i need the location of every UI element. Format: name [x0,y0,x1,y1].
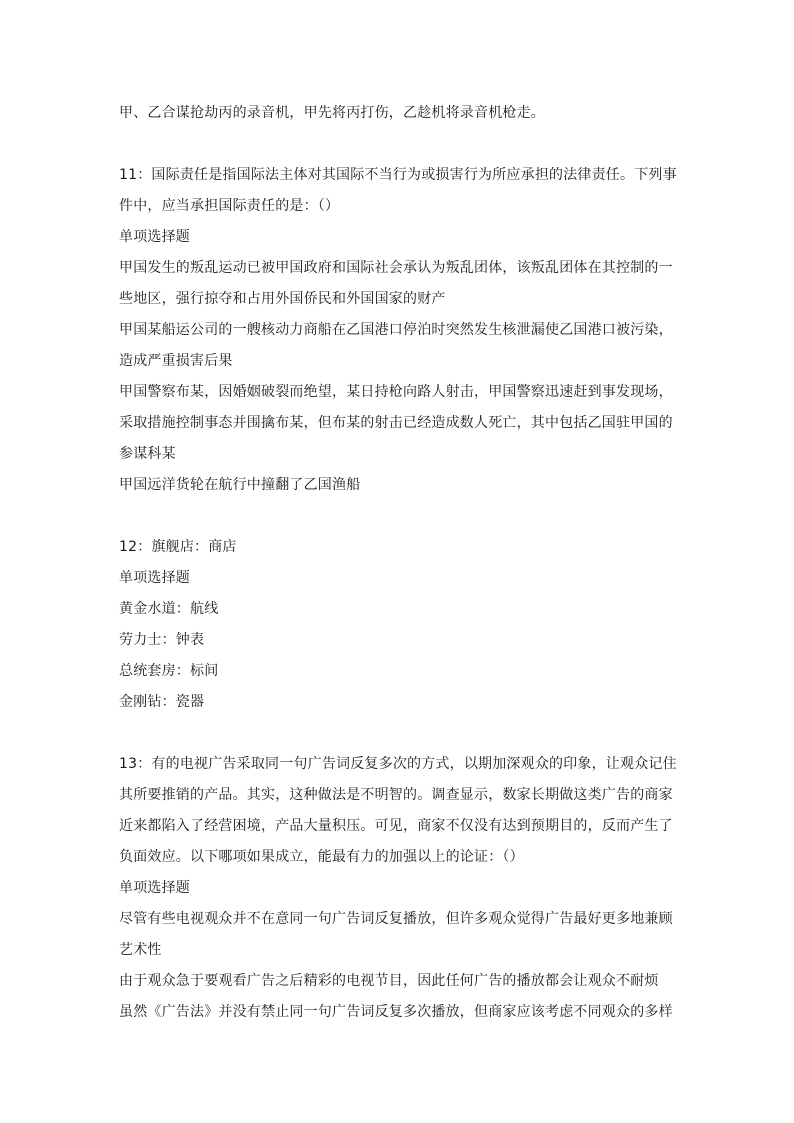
question-stem: 负面效应。以下哪项如果成立，能最有力的加强以上的论证：（） [119,849,524,865]
option-text: 艺术性 [119,942,162,958]
option-text: 甲国警察布某，因婚姻破裂而绝望，某日持枪向路人射击，甲国警察迅速赶到事发现场， [119,384,673,400]
question-type: 单项选择题 [119,570,190,586]
question-stem: 11：国际责任是指国际法主体对其国际不当行为或损害行为所应承担的法律责任。下列事 [119,167,677,183]
question-stem: 其所要推销的产品。其实，这种做法是不明智的。调查显示，数家长期做这类广告的商家 [119,787,673,803]
option-text: 甲国发生的叛乱运动已被甲国政府和国际社会承认为叛乱团体，该叛乱团体在其控制的一 [119,260,673,276]
paragraph-gap [119,718,679,749]
option-text: 采取措施控制事态并围擒布某，但布某的射击已经造成数人死亡，其中包括乙国驻甲国的 [119,415,673,431]
option-text: 由于观众急于要观看广告之后精彩的电视节目，因此任何广告的播放都会让观众不耐烦 [119,973,659,989]
option-text: 虽然《广告法》并没有禁止同一句广告词反复多次播放，但商家应该考虑不同观众的多样 [119,1004,673,1020]
intro-text: 甲、乙合谋抢劫丙的录音机，甲先将丙打伤，乙趁机将录音机枪走。 [119,105,545,121]
question-12 [119,532,679,718]
document-body [119,98,679,1028]
option-text: 参谋科某 [119,446,176,462]
question-stem: 近来都陷入了经营困境，产品大量积压。可见，商家不仅没有达到预期目的，反而产生了 [119,818,673,834]
option-text: 些地区，强行掠夺和占用外国侨民和外国国家的财产 [119,291,446,307]
option-text: 劳力士：钟表 [119,632,205,648]
question-type: 单项选择题 [119,229,190,245]
option-text: 黄金水道：航线 [119,601,219,617]
question-11 [119,160,679,501]
question-stem: 12：旗舰店：商店 [119,539,237,555]
option-text: 甲国远洋货轮在航行中撞翻了乙国渔船 [119,477,361,493]
question-type: 单项选择题 [119,880,190,896]
option-text: 金刚钻：瓷器 [119,694,205,710]
option-text: 总统套房：标间 [119,663,219,679]
paragraph-gap [119,129,679,160]
question-13 [119,749,679,1028]
question-stem: 13：有的电视广告采取同一句广告词反复多次的方式，以期加深观众的印象，让观众记住 [119,756,677,772]
option-text: 甲国某船运公司的一艘核动力商船在乙国港口停泊时突然发生核泄漏使乙国港口被污染， [119,322,673,338]
question-stem: 件中，应当承担国际责任的是：（） [119,198,340,214]
option-text: 造成严重损害后果 [119,353,233,369]
option-text: 尽管有些电视观众并不在意同一句广告词反复播放，但许多观众觉得广告最好更多地兼顾 [119,911,673,927]
paragraph-gap [119,501,679,532]
